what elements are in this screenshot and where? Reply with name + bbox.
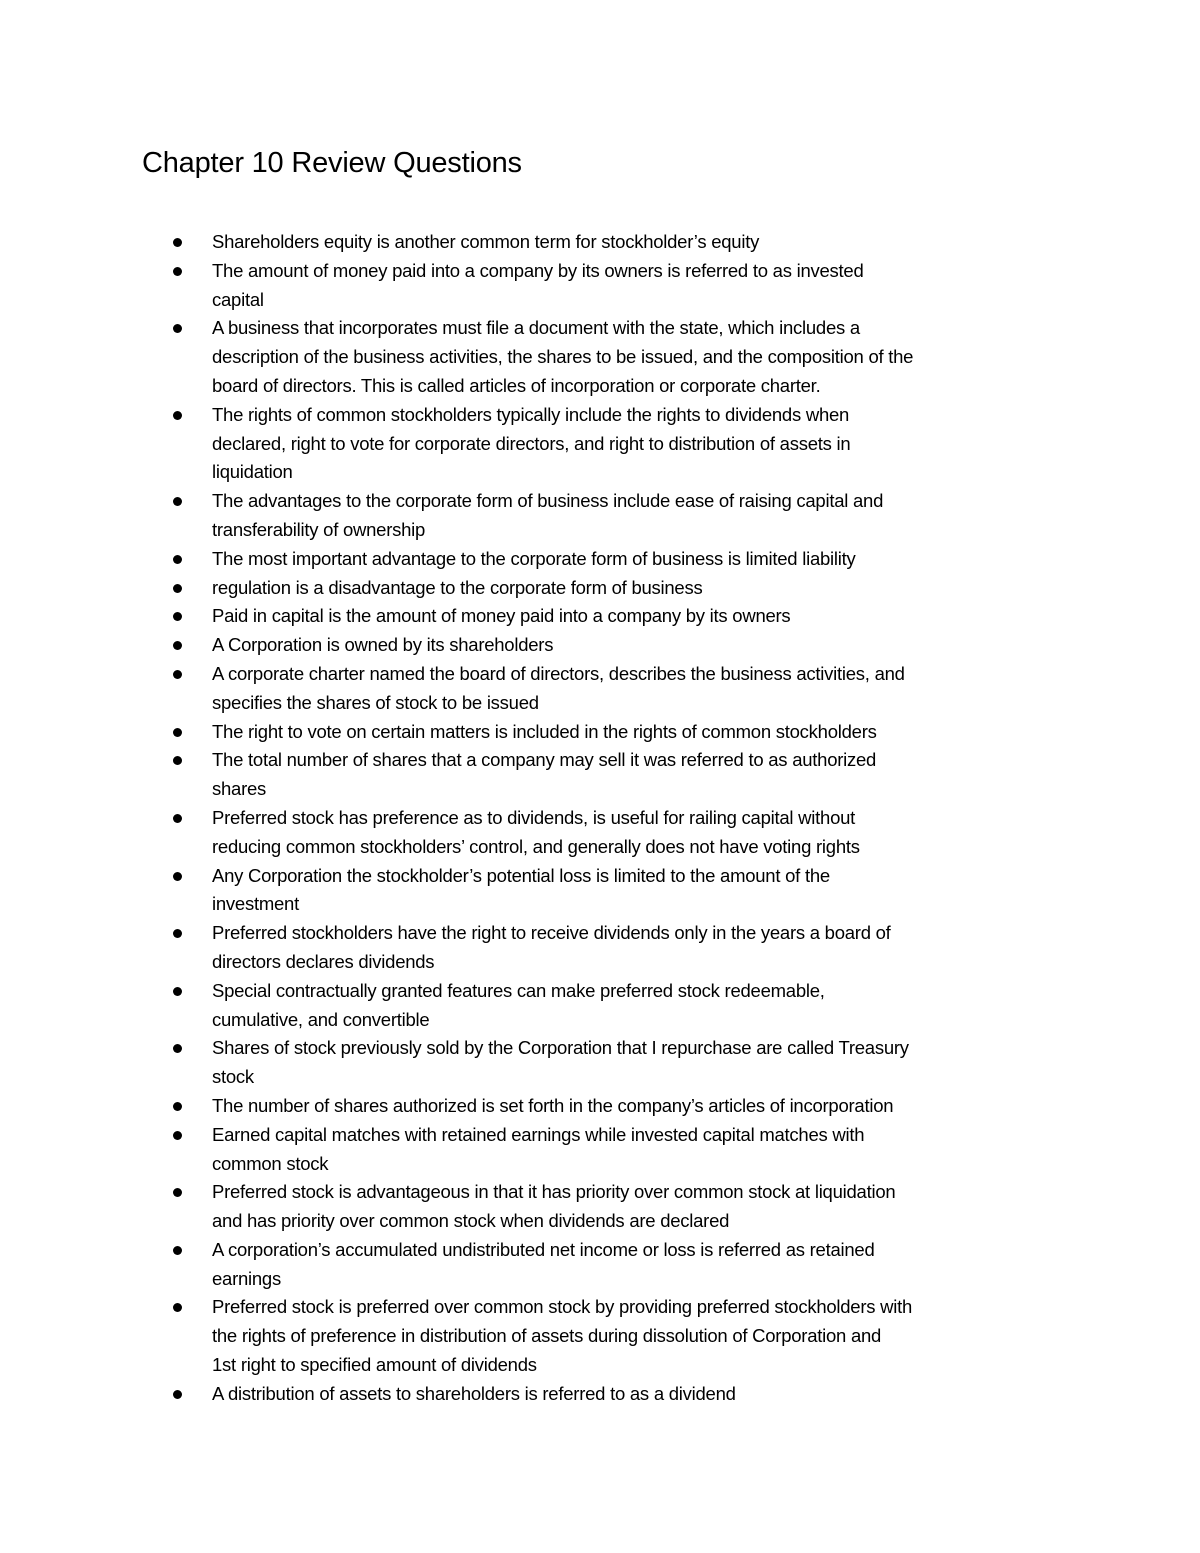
list-item-text: shares [212,778,267,800]
bullet-dot-icon [173,555,182,564]
list-item-text: A corporate charter named the board of directors, describes the business activities, and [212,662,905,684]
bullet-dot-icon [173,324,182,333]
list-item [0,919,1072,977]
list-item-text: stock [212,1066,254,1088]
page-title: Chapter 10 Review Questions [142,147,522,179]
bullet-dot-icon [173,1044,182,1053]
list-item [0,862,1072,920]
bullet-dot-icon [173,584,182,593]
bullet-dot-icon [173,1188,182,1197]
bullet-dot-icon [173,238,182,247]
list-item-text: regulation is a disadvantage to the corporate form of business [212,576,703,598]
list-item-text: directors declares dividends [212,950,435,972]
list-item [0,1293,1072,1379]
list-item-text: declared, right to vote for corporate directors, and right to distribution of assets in [212,432,851,454]
bullet-dot-icon [173,641,182,650]
list-item-text: 1st right to specified amount of dividends [212,1354,537,1376]
list-item [0,257,1072,315]
list-item-text: The most important advantage to the corporate form of business is limited liability [212,547,856,569]
list-item-text: Special contractually granted features can make preferred stock redeemable, [212,979,825,1001]
bullet-dot-icon [173,612,182,621]
list-item [0,228,1072,257]
bullet-dot-icon [173,929,182,938]
list-item [0,574,1072,603]
bullet-dot-icon [173,1390,182,1399]
list-item [0,1380,1072,1409]
list-item-text: specifies the shares of stock to be issued [212,691,539,713]
list-item [0,545,1072,574]
list-item-text: reducing common stockholders’ control, and generally does not have voting rights [212,835,860,857]
list-item [0,1236,1072,1294]
list-item [0,746,1072,804]
list-item-text: Preferred stock is advantageous in that it has priority over common stock at liquidation [212,1181,896,1203]
list-item-text: Shareholders equity is another common term for stockholder’s equity [212,231,760,252]
list-item [0,660,1072,718]
list-item-text: The right to vote on certain matters is included in the rights of common stockholders [212,720,877,742]
bullet-dot-icon [173,267,182,276]
bullet-dot-icon [173,987,182,996]
list-item-text: common stock [212,1152,329,1174]
list-item [0,1034,1072,1092]
list-item-text: The advantages to the corporate form of business include ease of raising capital and [212,490,884,512]
list-item-text: A business that incorporates must file a document with the state, which includes a [212,317,860,339]
bullet-dot-icon [173,814,182,823]
bullet-dot-icon [173,670,182,679]
list-item-text: cumulative, and convertible [212,1008,430,1030]
list-item [0,977,1072,1035]
bullet-dot-icon [173,1102,182,1111]
list-item [0,631,1072,660]
list-item [0,602,1072,631]
list-item-text: The amount of money paid into a company by its owners is referred to as invested [212,259,864,281]
bullet-dot-icon [173,1303,182,1312]
list-item-text: A distribution of assets to shareholders is referred to as a dividend [212,1382,736,1404]
list-item-text: The number of shares authorized is set forth in the company’s articles of incorporation [212,1094,894,1116]
bullet-list [0,228,1200,1409]
list-item [0,1092,1072,1121]
list-item-text: Preferred stock has preference as to dividends, is useful for railing capital without [212,806,856,828]
list-item-text: Shares of stock previously sold by the Corporation that I repurchase are called Treasury [212,1037,909,1059]
bullet-dot-icon [173,497,182,506]
list-item-text: Earned capital matches with retained earnings while invested capital matches with [212,1123,865,1145]
list-item-text: transferability of ownership [212,518,426,540]
bullet-dot-icon [173,872,182,881]
list-item-text: board of directors. This is called articles of incorporation or corporate charter. [212,374,821,396]
list-item [0,804,1072,862]
bullet-dot-icon [173,1246,182,1255]
list-item [0,1178,1072,1236]
list-item-text: and has priority over common stock when dividends are declared [212,1210,730,1232]
list-item-text: investment [212,893,299,915]
list-item [0,401,1072,487]
list-item-text: A Corporation is owned by its shareholders [212,634,554,656]
list-item-text: description of the business activities, the shares to be issued, and the composition of the [212,346,914,368]
list-item-text: earnings [212,1267,281,1289]
bullet-dot-icon [173,411,182,420]
list-item [0,1121,1072,1179]
list-item-text: A corporation’s accumulated undistributed net income or loss is referred as retained [212,1238,875,1260]
list-item-text: Preferred stock is preferred over common stock by providing preferred stockholders with [212,1296,913,1318]
list-item [0,718,1072,747]
list-item [0,487,1072,545]
list-item-text: The rights of common stockholders typically include the rights to dividends when [212,403,850,425]
list-item-text: liquidation [212,461,293,483]
list-item [0,314,1072,400]
list-item-text: Preferred stockholders have the right to receive dividends only in the years a board of [212,922,891,944]
list-item-text: The total number of shares that a company may sell it was referred to as authorized [212,749,877,771]
list-item-text: Paid in capital is the amount of money paid into a company by its owners [212,605,791,627]
bullet-dot-icon [173,1131,182,1140]
list-item-text: Any Corporation the stockholder’s potential loss is limited to the amount of the [212,864,830,886]
bullet-dot-icon [173,728,182,737]
list-item-text: capital [212,288,264,310]
list-item-text: the rights of preference in distribution of assets during dissolution of Corporation and [212,1325,882,1347]
bullet-dot-icon [173,756,182,765]
